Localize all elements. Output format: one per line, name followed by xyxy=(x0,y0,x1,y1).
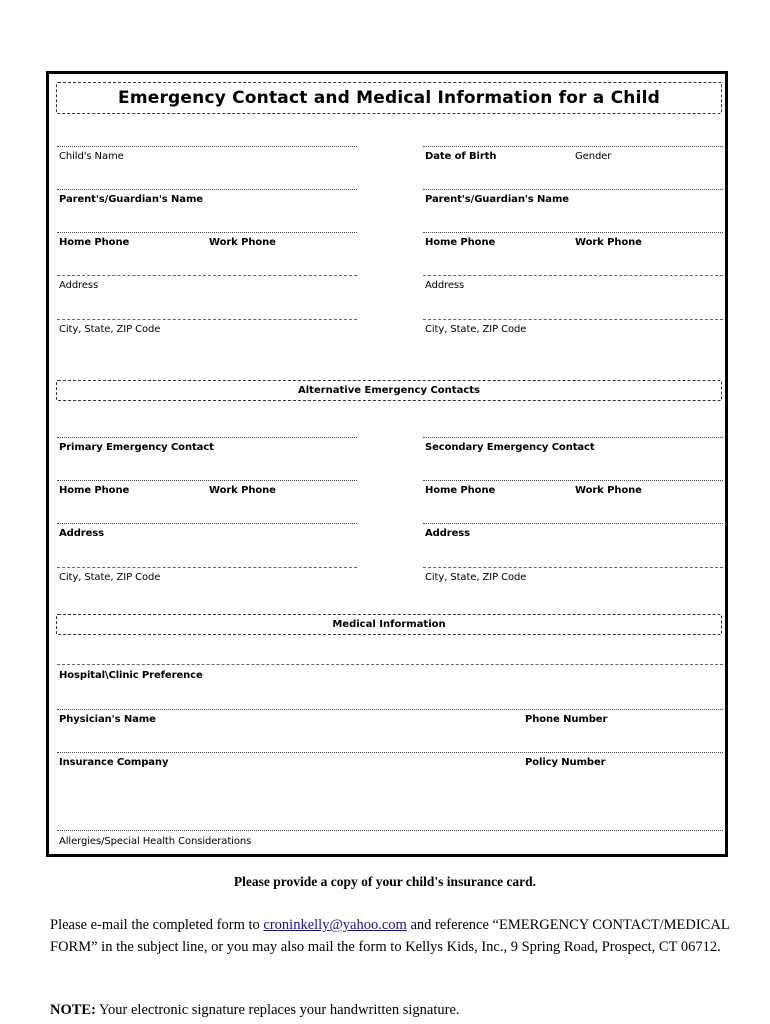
field-line xyxy=(423,232,723,233)
field-line xyxy=(57,709,723,710)
work-phone-label: Work Phone xyxy=(575,485,642,496)
home-phone-label: Home Phone xyxy=(59,237,130,248)
field-line xyxy=(423,146,723,147)
city-state-zip-label: City, State, ZIP Code xyxy=(59,572,161,583)
field-line xyxy=(57,275,357,276)
parent-name-label: Parent's/Guardian's Name xyxy=(425,194,569,205)
form-title: Emergency Contact and Medical Information for a Child xyxy=(56,82,722,114)
instructions-pre: Please e-mail the completed form to xyxy=(50,917,264,933)
field-line xyxy=(57,664,723,665)
phone-number-label: Phone Number xyxy=(525,714,608,725)
email-link[interactable]: croninkelly@yahoo.com xyxy=(263,917,407,933)
insurance-card-caption: Please provide a copy of your child's insurance card. xyxy=(233,874,537,889)
field-line xyxy=(423,189,723,190)
field-line xyxy=(423,437,723,438)
hospital-preference-label: Hospital\Clinic Preference xyxy=(59,670,203,681)
work-phone-label: Work Phone xyxy=(209,237,276,248)
secondary-contact-label: Secondary Emergency Contact xyxy=(425,442,595,453)
home-phone-label: Home Phone xyxy=(425,237,496,248)
work-phone-label: Work Phone xyxy=(575,237,642,248)
field-line xyxy=(57,232,357,233)
field-line xyxy=(423,567,723,568)
emergency-form xyxy=(46,71,728,857)
city-state-zip-label: City, State, ZIP Code xyxy=(425,324,527,335)
note-text: Your electronic signature replaces your handwritten signature. xyxy=(95,1002,460,1018)
field-line xyxy=(57,830,723,831)
field-line xyxy=(423,275,723,276)
field-line xyxy=(57,523,357,524)
physician-name-label: Physician's Name xyxy=(59,714,156,725)
primary-contact-label: Primary Emergency Contact xyxy=(59,442,214,453)
allergies-label: Allergies/Special Health Considerations xyxy=(59,836,252,847)
city-state-zip-label: City, State, ZIP Code xyxy=(425,572,527,583)
home-phone-label: Home Phone xyxy=(425,485,496,496)
medical-information-heading: Medical Information xyxy=(56,614,722,635)
parent-name-label: Parent's/Guardian's Name xyxy=(59,194,203,205)
policy-number-label: Policy Number xyxy=(525,757,606,768)
gender-label: Gender xyxy=(575,151,612,162)
date-of-birth-label: Date of Birth xyxy=(425,151,497,162)
instructions-post: and reference “EMERGENCY CONTACT/MEDICAL FORM” in the subject line, or you may also mail the form to Kellys Kids, Inc., 9 Spring Road, Prospect, CT 06712. xyxy=(50,917,730,955)
work-phone-label: Work Phone xyxy=(209,485,276,496)
field-line xyxy=(57,319,357,320)
field-line xyxy=(57,480,357,481)
insurance-company-label: Insurance Company xyxy=(59,757,169,768)
field-line xyxy=(423,319,723,320)
field-line xyxy=(57,437,357,438)
note-label: NOTE: xyxy=(50,1002,96,1018)
childs-name-label: Child's Name xyxy=(59,151,124,162)
address-label: Address xyxy=(59,528,104,539)
field-line xyxy=(423,523,723,524)
instructions-paragraph xyxy=(50,914,730,958)
home-phone-label: Home Phone xyxy=(59,485,130,496)
city-state-zip-label: City, State, ZIP Code xyxy=(59,324,161,335)
field-line xyxy=(57,752,723,753)
address-label: Address xyxy=(425,280,465,291)
address-label: Address xyxy=(425,528,470,539)
address-label: Address xyxy=(59,280,99,291)
field-line xyxy=(57,146,357,147)
field-line xyxy=(57,567,357,568)
field-line xyxy=(57,189,357,190)
field-line xyxy=(423,480,723,481)
note-paragraph xyxy=(50,999,730,1021)
alternative-contacts-heading: Alternative Emergency Contacts xyxy=(56,380,722,401)
